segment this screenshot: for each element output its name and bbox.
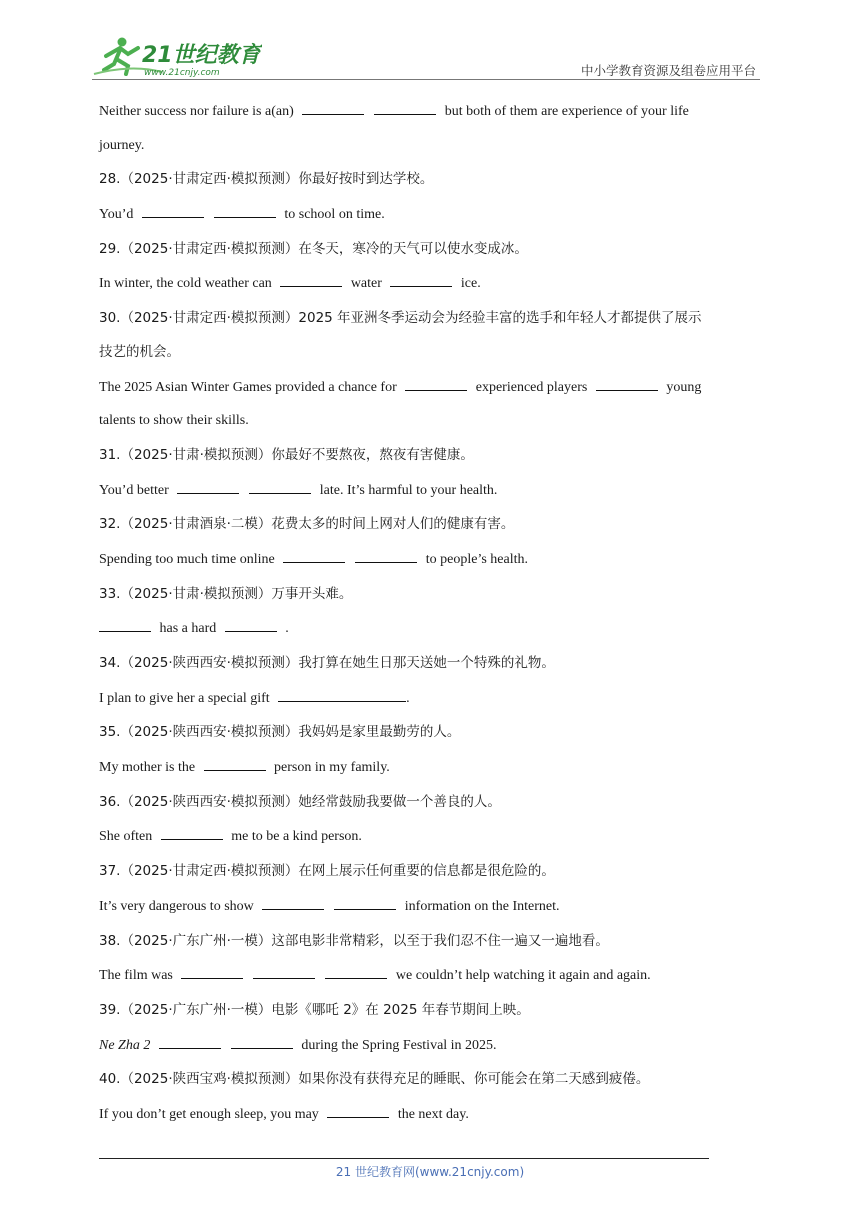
sentence-33 — [99, 617, 769, 639]
sentence-text: In winter, the cold weather can — [99, 276, 272, 292]
sentence-text: Ne Zha 2 — [99, 1037, 151, 1053]
logo-text: 21世纪教育 — [142, 43, 261, 68]
answer-blank — [225, 617, 277, 632]
answer-blank — [405, 376, 467, 391]
answer-blank — [283, 548, 345, 563]
sentence-text: ice. — [460, 276, 481, 292]
sentence-27 — [99, 100, 769, 122]
footer-text: 21 世纪教育网(www.21cnjy.com) — [335, 1165, 525, 1179]
sentence-text: She often — [99, 829, 153, 845]
page-header — [92, 30, 760, 80]
question-34: 34.（2025·陕西西安·模拟预测）我打算在她生日那天送她一个特殊的礼物。 — [99, 655, 555, 671]
exercise-list — [99, 100, 769, 1125]
sentence-text: If you don’t get enough sleep, you may — [99, 1106, 319, 1122]
answer-blank — [249, 479, 311, 494]
footer-divider — [99, 1158, 709, 1159]
sentence-text: to school on time. — [284, 207, 385, 223]
sentence-28 — [99, 203, 769, 225]
sentence-text: late. It’s harmful to your health. — [319, 482, 498, 498]
sentence-text: the next day. — [397, 1106, 469, 1122]
answer-blank — [280, 272, 342, 287]
sentence-34 — [99, 687, 769, 709]
sentence-text: I plan to give her a special gift — [99, 690, 270, 706]
answer-blank — [177, 479, 239, 494]
answer-blank — [374, 100, 436, 115]
sentence-37 — [99, 895, 769, 917]
question-35: 35.（2025·陕西西安·模拟预测）我妈妈是家里最勤劳的人。 — [99, 724, 461, 741]
sentence-text: Neither success nor failure is a(an) — [99, 104, 294, 119]
sentence-text: we couldn’t help watching it again and again. — [395, 968, 651, 984]
question-32: 32.（2025·甘肃酒泉·二模）花费太多的时间上网对人们的健康有害。 — [99, 516, 515, 533]
question-28: 28.（2025·甘肃定西·模拟预测）你最好按时到达学校。 — [99, 171, 434, 188]
sentence-35 — [99, 756, 769, 778]
platform-name: 中小学教育资源及组卷应用平台 — [580, 63, 756, 78]
answer-blank — [159, 1034, 221, 1049]
answer-blank — [327, 1103, 389, 1118]
answer-blank — [99, 617, 151, 632]
answer-blank — [278, 687, 406, 702]
sentence-text: The 2025 Asian Winter Games provided a chance for — [99, 379, 397, 395]
logo-url: www.21cnjy.com — [144, 68, 220, 78]
question-38: 38.（2025·广东广州·一模）这部电影非常精彩，以至于我们忍不住一遍又一遍地看。 — [99, 932, 609, 949]
sentence-text: me to be a kind person. — [231, 829, 362, 845]
answer-blank — [355, 548, 417, 563]
sentence-text: to people’s health. — [425, 551, 529, 567]
answer-blank — [204, 756, 266, 771]
sentence-30-cont: talents to show their skills. — [99, 413, 249, 429]
sentence-text: It’s very dangerous to show — [99, 898, 254, 914]
sentence-29 — [99, 272, 769, 294]
question-29: 29.（2025·甘肃定西·模拟预测）在冬天，寒冷的天气可以使水变成冰。 — [99, 240, 528, 257]
answer-blank — [181, 964, 243, 979]
question-30-cont: 技艺的机会。 — [99, 343, 180, 360]
question-37: 37.（2025·甘肃定西·模拟预测）在网上展示任何重要的信息都是很危险的。 — [99, 863, 555, 880]
sentence-text: during the Spring Festival in 2025. — [301, 1037, 497, 1053]
header-divider — [92, 79, 760, 80]
question-40: 40.（2025·陕西宝鸡·模拟预测）如果你没有获得充足的睡眠、你可能会在第二天感到疲倦。 — [99, 1071, 650, 1088]
sentence-31 — [99, 479, 769, 501]
answer-blank — [325, 964, 387, 979]
question-31: 31.（2025·甘肃·模拟预测）你最好不要熬夜，熬夜有害健康。 — [99, 446, 474, 463]
sentence-32 — [99, 548, 769, 570]
question-30: 30.（2025·甘肃定西·模拟预测）2025 年亚洲冬季运动会为经验丰富的选手和年轻人才都提供了展示 — [99, 310, 702, 327]
sentence-30 — [99, 376, 769, 398]
sentence-text: but both of them are experience of your life — [444, 104, 689, 119]
sentence-text: You’d — [99, 207, 134, 223]
sentence-text: has a hard — [159, 621, 217, 637]
answer-blank — [161, 825, 223, 840]
question-39: 39.（2025·广东广州·一模）电影《哪吒 2》在 2025 年春节期间上映。 — [99, 1001, 530, 1018]
answer-blank — [142, 203, 204, 218]
answer-blank — [302, 100, 364, 115]
answer-blank — [214, 203, 276, 218]
sentence-text: water — [350, 276, 382, 292]
sentence-text: You’d better — [99, 482, 169, 498]
sentence-40 — [99, 1103, 769, 1125]
sentence-39 — [99, 1034, 769, 1056]
sentence-text: person in my family. — [274, 760, 390, 776]
sentence-text: . — [406, 690, 410, 706]
question-33: 33.（2025·甘肃·模拟预测）万事开头难。 — [99, 585, 353, 602]
answer-blank — [253, 964, 315, 979]
site-logo — [92, 34, 262, 78]
sentence-text: information on the Internet. — [404, 898, 560, 914]
answer-blank — [231, 1034, 293, 1049]
sentence-text: young — [666, 379, 702, 395]
sentence-36 — [99, 825, 769, 847]
sentence-38 — [99, 964, 769, 986]
sentence-text: . — [285, 621, 289, 637]
sentence-text: My mother is the — [99, 760, 196, 776]
answer-blank — [262, 895, 324, 910]
question-36: 36.（2025·陕西西安·模拟预测）她经常鼓励我要做一个善良的人。 — [99, 793, 501, 810]
sentence-text: The film was — [99, 968, 173, 984]
answer-blank — [334, 895, 396, 910]
sentence-text: experienced players — [475, 379, 588, 395]
sentence-27-cont: journey. — [99, 137, 145, 153]
answer-blank — [596, 376, 658, 391]
sentence-text: Spending too much time online — [99, 551, 275, 567]
answer-blank — [390, 272, 452, 287]
